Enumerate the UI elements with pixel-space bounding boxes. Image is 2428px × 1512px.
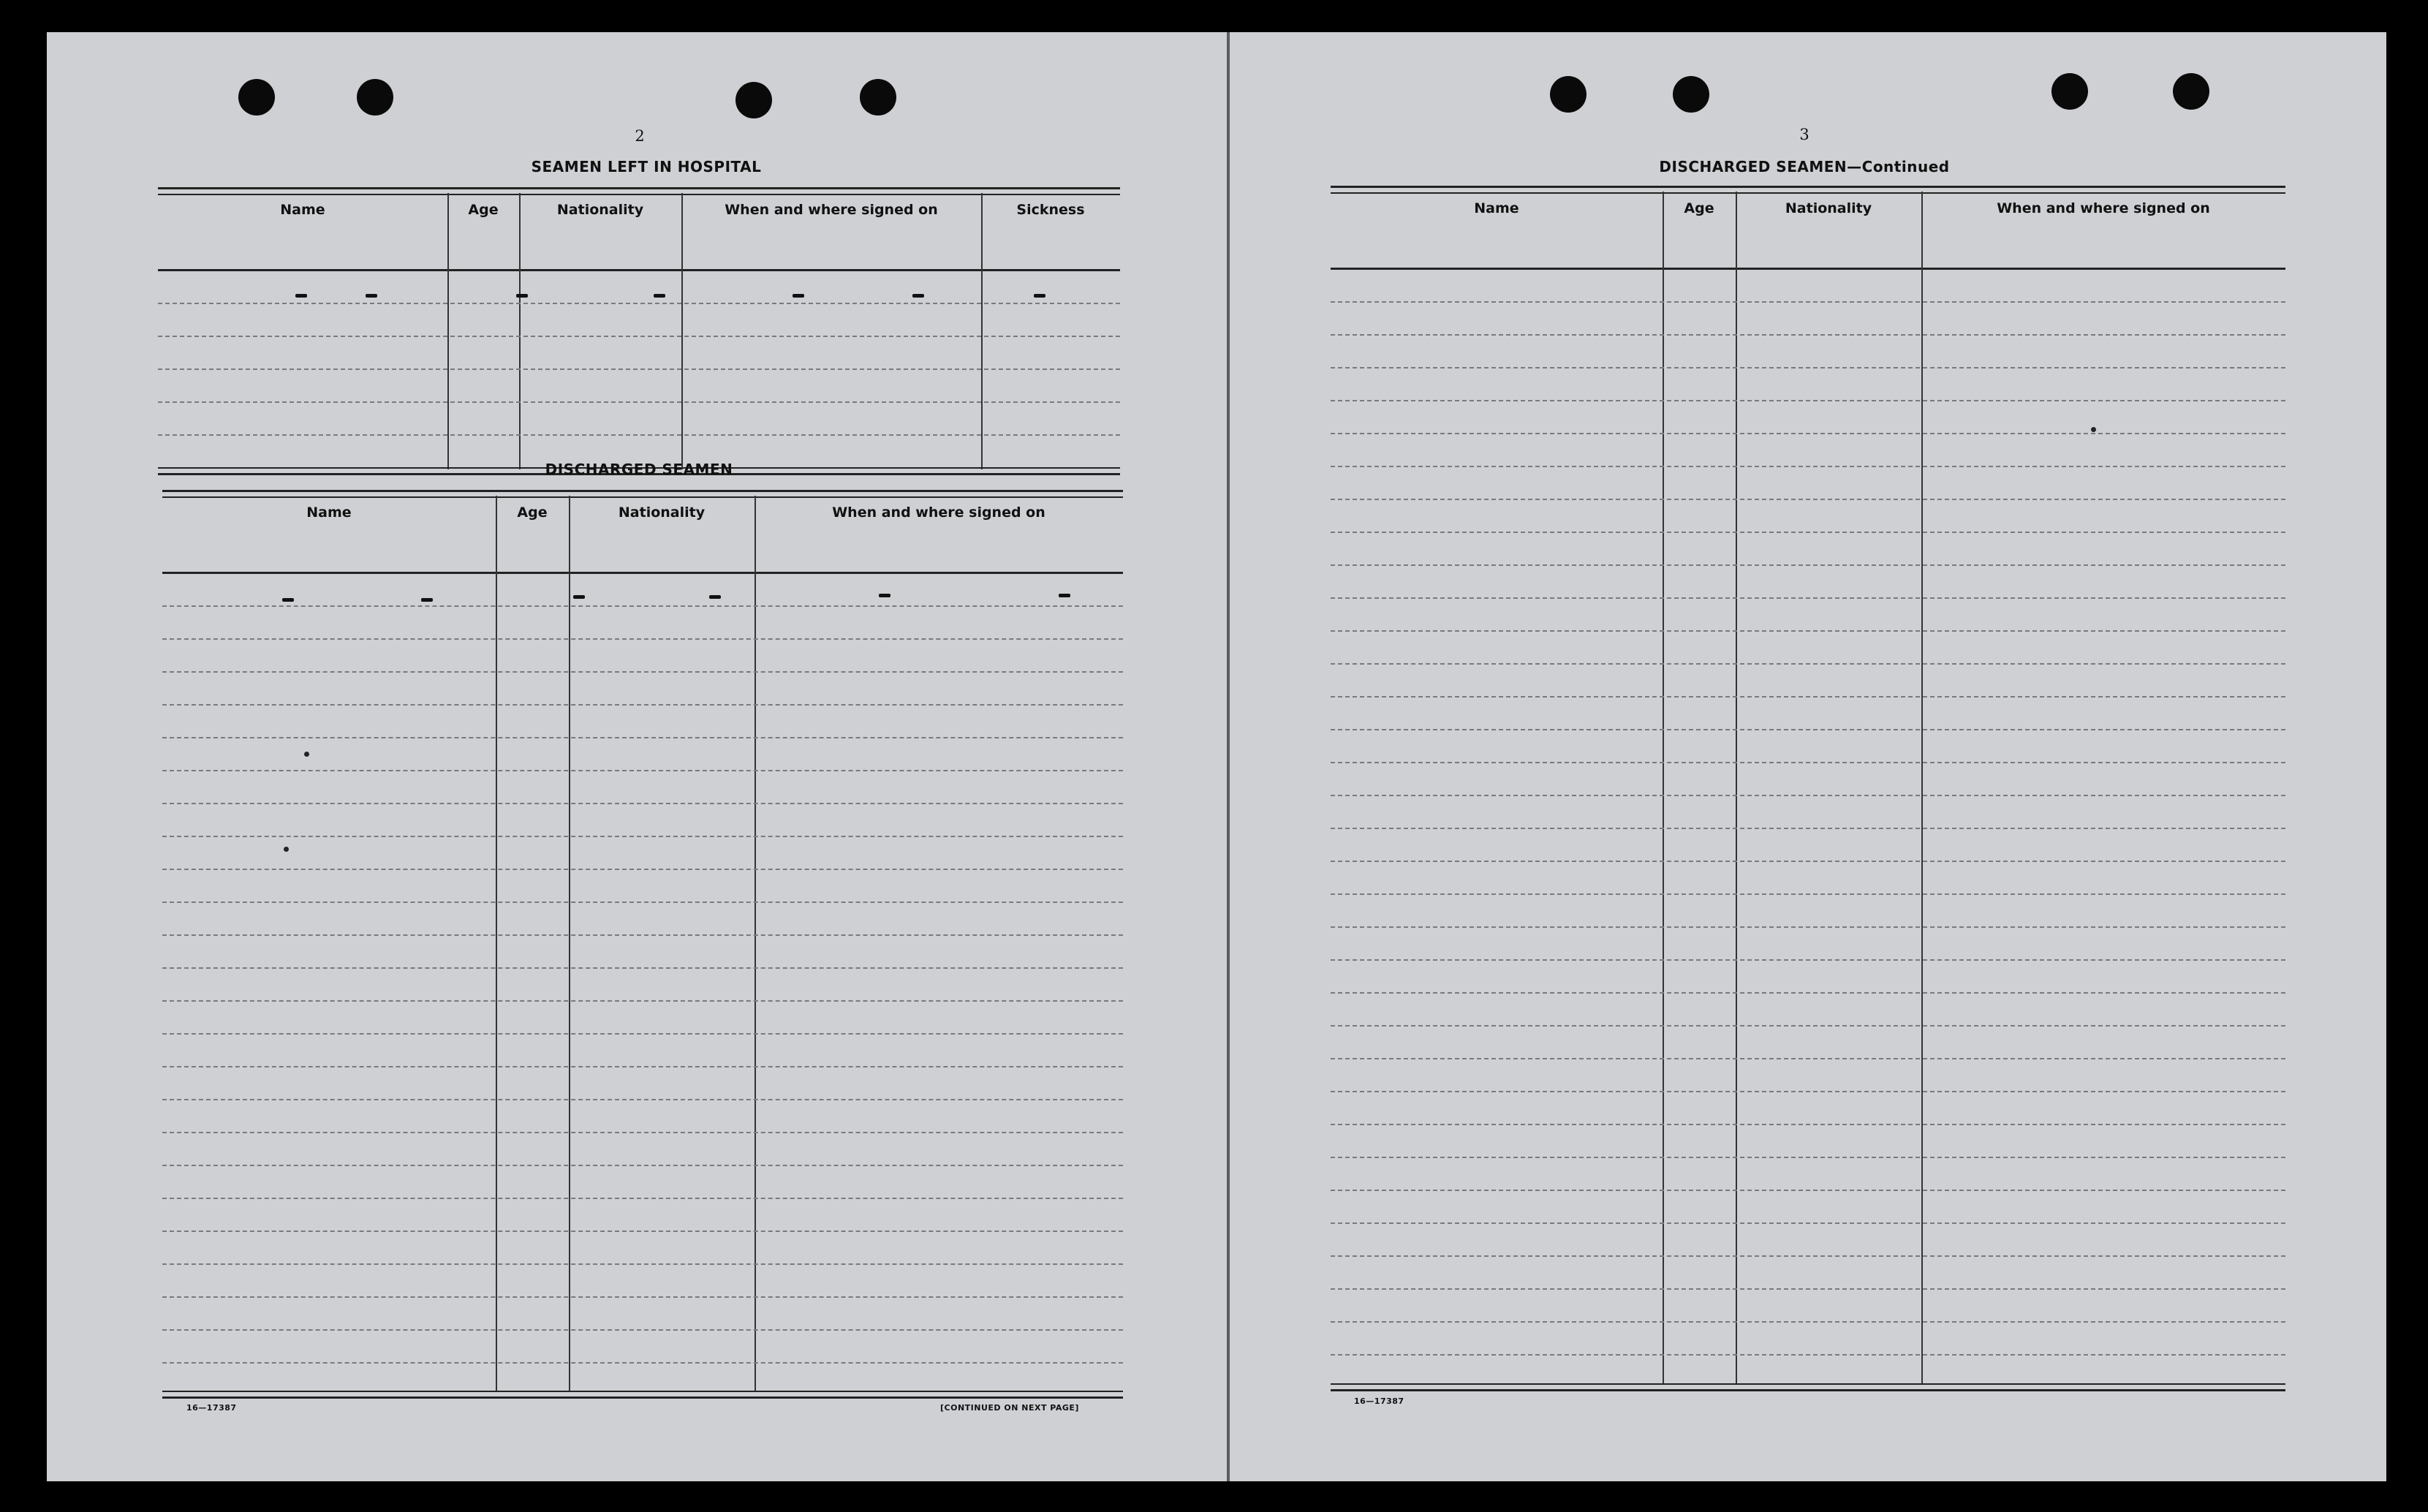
page-number: 3 [1799,126,1809,143]
entry-row-line [162,638,1123,640]
entry-row-line [162,770,1123,771]
entry-row-line [1331,564,2285,566]
punch-hole-icon [860,79,896,116]
column-divider [1663,192,1664,1385]
entry-row-line [1331,630,2285,632]
continued-note: [CONTINUED ON NEXT PAGE] [940,1403,1079,1413]
entry-row-line [162,1263,1123,1265]
entry-row-line [1331,1157,2285,1158]
discharged-continued-title: DISCHARGED SEAMEN—Continued [1659,158,1950,175]
ink-dash-mark [282,598,294,602]
discharged-section-title: DISCHARGED SEAMEN [545,461,733,478]
ink-dash-mark [793,294,804,298]
ink-dash-mark [1034,294,1045,298]
column-divider [1736,192,1737,1385]
entry-row-line [162,836,1123,837]
left-page [47,32,1227,1481]
entry-row-line [1331,301,2285,303]
punch-hole-icon [1550,76,1586,113]
hospital-section-title: SEAMEN LEFT IN HOSPITAL [531,158,762,175]
entry-row-line [1331,992,2285,994]
punch-hole-icon [357,79,393,116]
entry-row-line [162,605,1123,607]
ink-dash-mark [709,595,721,599]
column-divider [755,496,756,1392]
punch-hole-icon [238,79,275,116]
column-header-name: Name [1474,200,1519,216]
ink-dot-mark [284,847,289,852]
entry-row-line [1331,1025,2285,1027]
entry-row-line [158,401,1120,403]
entry-row-line [1331,367,2285,368]
column-header-signed-on: When and where signed on [1997,200,2210,216]
column-header-nationality: Nationality [618,504,706,521]
entry-row-line [1331,959,2285,961]
entry-row-line [1331,861,2285,862]
header-divider [162,572,1123,574]
table-bottom-rule [1331,1383,2285,1391]
column-divider [981,193,983,469]
column-header-age: Age [1684,200,1714,216]
entry-row-line [162,1132,1123,1133]
punch-hole-icon [1673,76,1709,113]
entry-row-line [1331,729,2285,730]
column-divider [1921,192,1923,1385]
column-header-nationality: Nationality [556,202,644,218]
entry-row-line [162,803,1123,804]
entry-row-line [1331,926,2285,928]
form-number: 16—17387 [1354,1396,1404,1406]
column-divider [447,193,449,469]
entry-row-line [162,934,1123,936]
page-number: 2 [635,127,645,145]
column-divider [519,193,521,469]
entry-row-line [1331,893,2285,895]
ink-dot-mark [304,752,309,757]
form-number: 16—17387 [186,1403,237,1413]
discharged-table [162,490,1123,1396]
entry-row-line [162,737,1123,738]
entry-row-line [162,1362,1123,1364]
ink-dash-mark [1059,594,1070,597]
entry-row-line [1331,762,2285,763]
header-divider [158,269,1120,271]
entry-row-line [1331,696,2285,698]
column-header-name: Name [280,202,325,218]
entry-row-line [1331,400,2285,401]
ink-dash-mark [295,294,307,298]
entry-row-line [1331,1288,2285,1290]
entry-row-line [162,1231,1123,1232]
punch-hole-icon [2173,73,2209,110]
entry-row-line [158,434,1120,436]
entry-row-line [1331,597,2285,599]
entry-row-line [158,368,1120,370]
entry-row-line [162,1165,1123,1166]
ink-dash-mark [516,294,528,298]
entry-row-line [1331,334,2285,336]
discharged-continued-table [1331,186,2285,1389]
column-divider [496,496,497,1392]
column-header-signed-on: When and where signed on [725,202,938,218]
column-header-age: Age [468,202,499,218]
entry-row-line [162,671,1123,673]
entry-row-line [1331,1124,2285,1125]
hospital-table [158,187,1120,474]
entry-row-line [1331,1354,2285,1356]
column-header-sickness: Sickness [1016,202,1085,218]
punch-hole-icon [2051,73,2088,110]
table-top-rule [158,187,1120,195]
header-divider [1331,268,2285,270]
entry-row-line [1331,433,2285,434]
punch-hole-icon [735,82,772,118]
column-header-signed-on: When and where signed on [832,504,1045,521]
column-divider [569,496,570,1392]
ink-dash-mark [879,594,890,597]
entry-row-line [158,336,1120,337]
entry-row-line [1331,828,2285,829]
entry-row-line [158,303,1120,304]
column-header-age: Age [517,504,548,521]
entry-row-line [1331,1222,2285,1224]
column-header-nationality: Nationality [1785,200,1872,216]
entry-row-line [162,1329,1123,1331]
entry-row-line [1331,1321,2285,1323]
entry-row-line [162,1198,1123,1199]
ink-dash-mark [573,595,585,599]
entry-row-line [162,1066,1123,1067]
entry-row-line [162,1000,1123,1002]
table-top-rule [162,490,1123,498]
entry-row-line [162,704,1123,706]
entry-row-line [162,1296,1123,1298]
right-page [1230,32,2386,1481]
ink-dot-mark [2091,427,2096,432]
entry-row-line [1331,532,2285,533]
entry-row-line [1331,663,2285,665]
entry-row-line [1331,1255,2285,1257]
entry-row-line [162,869,1123,870]
entry-row-line [162,1033,1123,1035]
column-header-name: Name [306,504,352,521]
ink-dash-mark [654,294,665,298]
entry-row-line [1331,499,2285,500]
entry-row-line [1331,1190,2285,1191]
entry-row-line [162,1099,1123,1100]
entry-row-line [162,901,1123,903]
entry-row-line [1331,466,2285,467]
ink-dash-mark [421,598,433,602]
entry-row-line [162,967,1123,969]
ink-dash-mark [912,294,924,298]
entry-row-line [1331,1058,2285,1059]
table-bottom-rule [162,1391,1123,1399]
entry-row-line [1331,1091,2285,1092]
column-divider [681,193,683,469]
entry-row-line [1331,795,2285,796]
ink-dash-mark [366,294,377,298]
table-top-rule [1331,186,2285,194]
